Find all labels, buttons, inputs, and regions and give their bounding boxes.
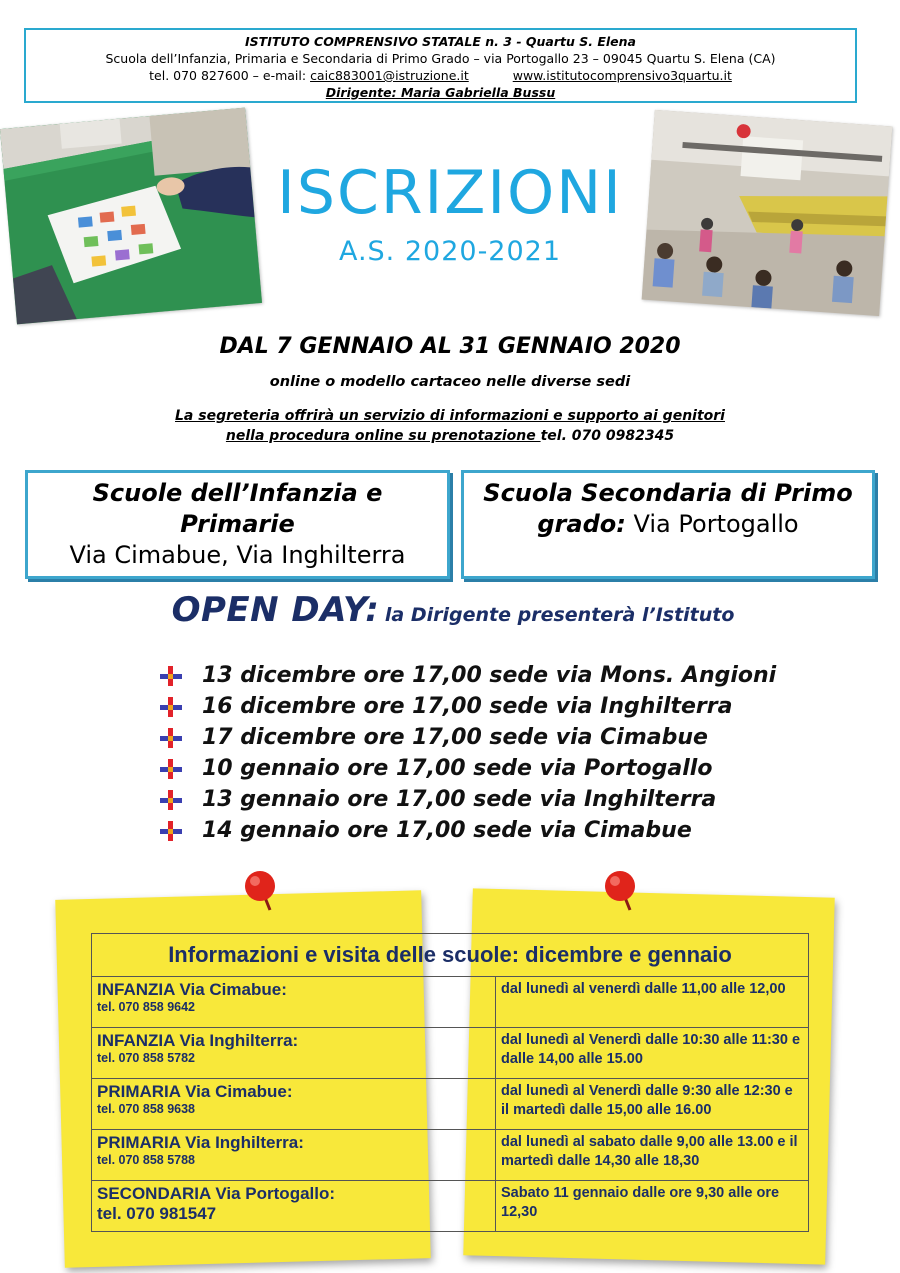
plus-bullet-icon (160, 759, 182, 779)
pushpin-icon (600, 868, 646, 914)
school-phone: tel. 070 858 5782 (97, 1051, 195, 1065)
website-link[interactable]: www.istitutocomprensivo3quartu.it (512, 68, 732, 83)
school-phone: tel. 070 858 5788 (97, 1153, 195, 1167)
box-right-heading-1: Scuola Secondaria di Primo (483, 479, 853, 507)
box-right-heading-2: grado: (537, 510, 626, 538)
plus-bullet-icon (160, 697, 182, 717)
dirigente-name: Dirigente: Maria Gabriella Bussu (325, 85, 556, 100)
box-right-address: Via Portogallo (633, 510, 799, 538)
school-name: PRIMARIA Via Cimabue: (97, 1082, 293, 1101)
plus-bullet-icon (160, 790, 182, 810)
support-line-1: La segreteria offrirà un servizio di informazioni e supporto ai genitori (175, 408, 725, 424)
infanzia-primarie-box (25, 470, 450, 579)
school-name: INFANZIA Via Inghilterra: (97, 1031, 299, 1050)
school-name: SECONDARIA Via Portogallo: (97, 1184, 336, 1203)
phone-text: tel. 070 827600 – e-mail: (149, 68, 307, 83)
school-name: INFANZIA Via Cimabue: (97, 980, 287, 999)
school-phone: tel. 070 858 9642 (97, 1000, 195, 1014)
page-title: ISCRIZIONI (277, 158, 623, 228)
classroom-photo (0, 108, 262, 325)
table-row (92, 1028, 809, 1079)
list-item (160, 660, 860, 691)
school-phone: tel. 070 981547 (97, 1204, 217, 1223)
hours-cell: dal lunedì al sabato dalle 9,00 alle 13.00 e il martedì dalle 14,30 alle 18,30 (496, 1130, 809, 1181)
table-row (92, 1079, 809, 1130)
institute-name: ISTITUTO COMPRENSIVO STATALE n. 3 - Quartu S. Elena (245, 34, 636, 49)
hours-cell: dal lunedì al venerdì dalle 11,00 alle 12,00 (496, 977, 809, 1028)
open-day-heading (0, 590, 900, 630)
event-text: 16 dicembre ore 17,00 sede via Inghilterra (202, 694, 733, 719)
school-phone: tel. 070 858 9638 (97, 1102, 195, 1116)
hours-cell: dal lunedì al Venerdì dalle 10:30 alle 11:30 e dalle 14,00 alle 15.00 (496, 1028, 809, 1079)
secondaria-box (461, 470, 875, 579)
email-link[interactable]: caic883001@istruzione.it (310, 68, 469, 83)
list-item (160, 753, 860, 784)
table-row (92, 1130, 809, 1181)
visit-schedule-table (91, 933, 809, 1232)
list-item (160, 722, 860, 753)
school-cell (92, 1130, 496, 1181)
event-text: 14 gennaio ore 17,00 sede via Cimabue (202, 818, 692, 843)
box-left-heading-2: Primarie (180, 510, 295, 538)
school-hall-photo (642, 110, 893, 316)
open-day-label: OPEN DAY: (171, 590, 380, 630)
event-text: 13 gennaio ore 17,00 sede via Inghilterra (202, 787, 717, 812)
list-item (160, 691, 860, 722)
school-cell (92, 1079, 496, 1130)
support-booking-text: nella procedura online su prenotazione (225, 428, 541, 444)
hours-cell: Sabato 11 gennaio dalle ore 9,30 alle ore 12,30 (496, 1181, 809, 1232)
support-line-2 (0, 426, 900, 446)
hours-cell: dal lunedì al Venerdì dalle 9:30 alle 12:30 e il martedì dalle 15,00 alle 16.00 (496, 1079, 809, 1130)
school-cell (92, 1181, 496, 1232)
event-text: 10 gennaio ore 17,00 sede via Portogallo (202, 756, 713, 781)
school-header (24, 28, 857, 103)
box-left-address: Via Cimabue, Via Inghilterra (69, 541, 406, 569)
enrollment-dates: DAL 7 GENNAIO AL 31 GENNAIO 2020 (219, 334, 681, 359)
open-day-list (160, 660, 860, 846)
open-day-text: la Dirigente presenterà l’Istituto (384, 604, 735, 626)
enrollment-mode: online o modello cartaceo nelle diverse sedi (269, 374, 631, 390)
school-year: A.S. 2020-2021 (338, 236, 562, 267)
list-item (160, 815, 860, 846)
table-row (92, 1181, 809, 1232)
table-row (92, 977, 809, 1028)
pushpin-icon (240, 868, 286, 914)
list-item (160, 784, 860, 815)
plus-bullet-icon (160, 728, 182, 748)
table-title: Informazioni e visita delle scuole: dicembre e gennaio (92, 934, 809, 977)
support-notice (0, 406, 900, 446)
contact-line (26, 67, 855, 84)
plus-bullet-icon (160, 821, 182, 841)
institute-address: Scuola dell’Infanzia, Primaria e Secondaria di Primo Grado – via Portogallo 23 – 09045 Quartu S. Elena (CA) (105, 51, 776, 66)
event-text: 13 dicembre ore 17,00 sede via Mons. Angioni (202, 663, 777, 688)
support-phone: tel. 070 0982345 (540, 428, 675, 444)
box-right-line-2 (464, 509, 872, 540)
school-name: PRIMARIA Via Inghilterra: (97, 1133, 304, 1152)
school-cell (92, 1028, 496, 1079)
school-cell (92, 977, 496, 1028)
event-text: 17 dicembre ore 17,00 sede via Cimabue (202, 725, 708, 750)
plus-bullet-icon (160, 666, 182, 686)
box-left-heading-1: Scuole dell’Infanzia e (92, 479, 383, 507)
